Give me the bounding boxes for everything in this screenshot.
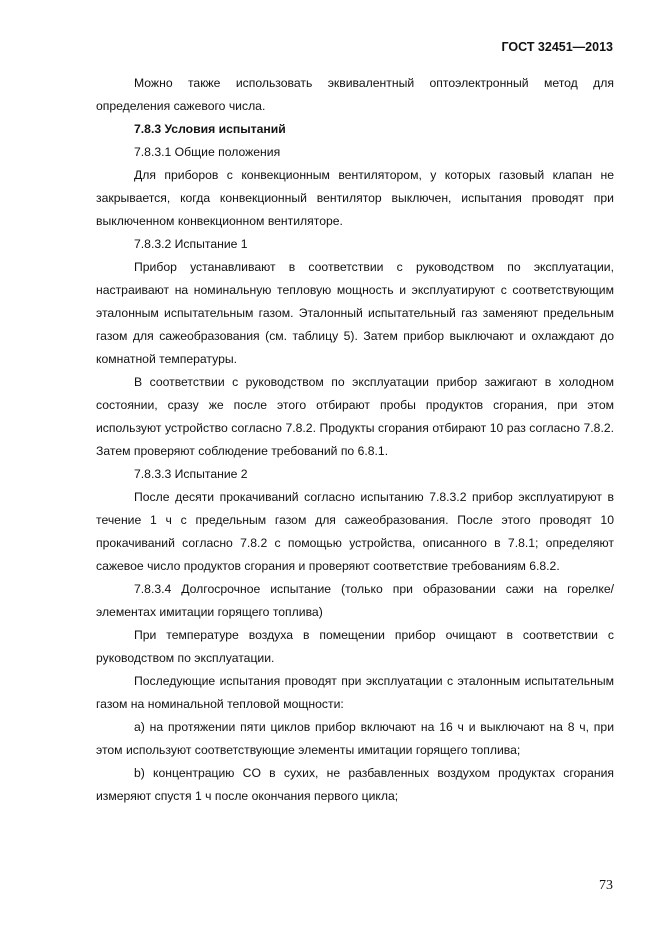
paragraph-test-2: После десяти прокачиваний согласно испытанию 7.8.3.2 прибор эксплуатируют в течение 1 ч с предельным газом для сажеобразования. После этого проводят 10 прокачиваний согласно 7.8.2 с помощью устройства, описанного в 7.8.1; определяют сажевое число продуктов сгорания и проверяют соответствие требованиям 6.8.2. [96,490,614,573]
subsection-general: 7.8.3.1 Общие положения [134,145,281,159]
paragraph-test-1-setup: Прибор устанавливают в соответствии с руководством по эксплуатации, настраивают на номинальную тепловую мощность и эксплуатируют с соответствующим эталонным испытательным газом. Эталонный испытательный газ заменяют предельным газом для сажеобразования (см. таблицу 5). Затем прибор выключают и охлаждают до комнатной температуры. [96,260,614,366]
subsection-long-term-test: 7.8.3.4 Долгосрочное испытание (только при образовании сажи на горелке/элементах имитации горящего топлива) [96,582,614,619]
paragraph-optoelectronic-method: Можно также использовать эквивалентный оптоэлектронный метод для определения сажевого числа. [96,76,614,113]
document-body [96,72,614,808]
list-item-a: а) на протяжении пяти циклов прибор включают на 16 ч и выключают на 8 ч, при этом используют соответствующие элементы имитации горящего топлива; [96,720,614,757]
section-heading-test-conditions: 7.8.3 Условия испытаний [134,122,286,136]
subsection-test-2: 7.8.3.3 Испытание 2 [134,467,248,481]
paragraph-convection-fan: Для приборов с конвекционным вентилятором, у которых газовый клапан не закрывается, когда конвекционный вентилятор выключен, испытания проводят при выключенном конвекционном вентиляторе. [96,168,614,228]
page-number: 73 [599,878,613,893]
paragraph-subsequent-tests: Последующие испытания проводят при эксплуатации с эталонным испытательным газом на номинальной тепловой мощности: [96,674,614,711]
paragraph-cleaning: При температуре воздуха в помещении прибор очищают в соответствии с руководством по эксплуатации. [96,628,614,665]
subsection-test-1: 7.8.3.2 Испытание 1 [134,237,248,251]
paragraph-test-1-sampling: В соответствии с руководством по эксплуатации прибор зажигают в холодном состоянии, сразу же после этого отбирают пробы продуктов сгорания, при этом используют устройство согласно 7.8.2. Продукты сгорания отбирают 10 раз согласно 7.8.2. Затем проверяют соблюдение требований по 6.8.1. [96,375,614,458]
list-item-b: b) концентрацию CO в сухих, не разбавленных воздухом продуктах сгорания измеряют спустя 1 ч после окончания первого цикла; [96,766,614,803]
standard-header: ГОСТ 32451—2013 [501,40,613,54]
